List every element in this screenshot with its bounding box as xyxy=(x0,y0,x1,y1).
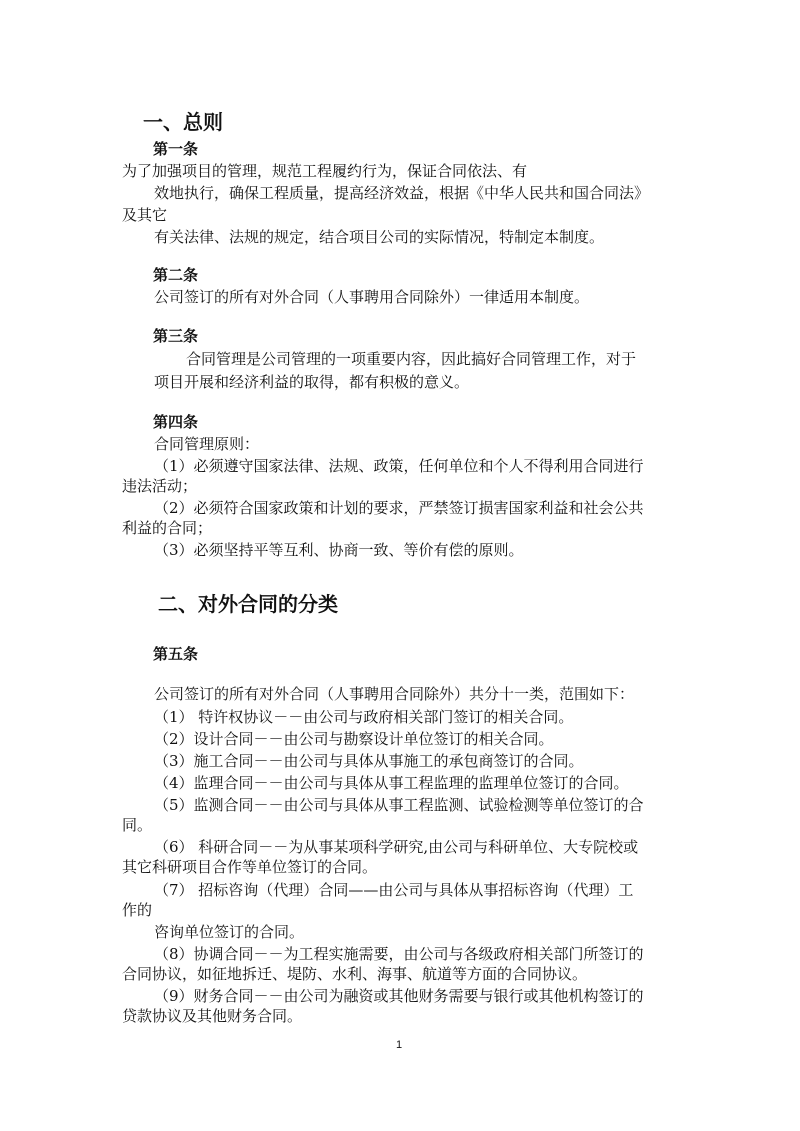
article-5-line: 其它科研项目合作等单位签订的合同。 xyxy=(122,858,378,876)
article-5-line: 同。 xyxy=(122,816,153,834)
article-1-title: 第一条 xyxy=(153,140,199,158)
article-2-line: 公司签订的所有对外合同（人事聘用合同除外）一律适用本制度。 xyxy=(154,288,590,306)
article-5-line: （8）协调合同－－为工程实施需要，由公司与各级政府相关部门所签订的 xyxy=(154,945,644,963)
article-5-line: （9）财务合同－－由公司为融资或其他财务需要与银行或其他机构签订的 xyxy=(154,987,644,1005)
article-2-title: 第二条 xyxy=(153,266,199,284)
article-5-line: 咨询单位签订的合同。 xyxy=(154,923,305,941)
page-number: 1 xyxy=(396,1039,403,1051)
article-4-line: （1）必须遵守国家法律、法规、政策，任何单位和个人不得利用合同进行 xyxy=(154,457,644,475)
article-5-line: （5）监测合同－－由公司与具体从事工程监测、试验检测等单位签订的合 xyxy=(154,796,644,814)
article-4-title: 第四条 xyxy=(153,413,199,431)
article-5-line: （1） 特许权协议－－由公司与政府相关部门签订的相关合同。 xyxy=(154,708,574,726)
article-1-line: 为了加强项目的管理，规范工程履约行为，保证合同依法、有 xyxy=(122,162,528,180)
article-5-title: 第五条 xyxy=(153,645,199,663)
article-4-line: （3）必须坚持平等互利、协商一致、等价有偿的原则。 xyxy=(154,541,524,559)
article-3-line: 项目开展和经济利益的取得，都有积极的意义。 xyxy=(154,373,470,391)
article-5-line: （7） 招标咨询（代理）合同——由公司与具体从事招标咨询（代理）工 xyxy=(154,881,634,899)
article-5-line: （2）设计合同－－由公司与勘察设计单位签订的相关合同。 xyxy=(154,730,554,748)
article-4-line: 合同管理原则： xyxy=(154,435,260,453)
article-5-line: 贷款协议及其他财务合同。 xyxy=(122,1007,303,1025)
article-5-line: （4）监理合同－－由公司与具体从事工程监理的监理单位签订的合同。 xyxy=(154,774,629,792)
article-5-line: 公司签订的所有对外合同（人事聘用合同除外）共分十一类，范围如下： xyxy=(154,685,635,703)
article-3-title: 第三条 xyxy=(153,327,199,345)
article-1-line: 效地执行，确保工程质量，提高经济效益，根据《中华人民共和国合同法》 xyxy=(154,184,650,202)
article-3-line: 合同管理是公司管理的一项重要内容，因此搞好合同管理工作，对于 xyxy=(186,350,637,368)
article-1-line: 及其它 xyxy=(122,206,168,224)
article-5-line: （3）施工合同－－由公司与具体从事施工的承包商签订的合同。 xyxy=(154,752,584,770)
section-title-classification: 二、对外合同的分类 xyxy=(158,592,338,616)
article-1-line: 有关法律、法规的规定，结合项目公司的实际情况，特制定本制度。 xyxy=(154,228,605,246)
article-4-line: 违法活动； xyxy=(122,477,198,495)
section-title-general: 一、总则 xyxy=(143,110,223,134)
article-5-line: （6） 科研合同－－为从事某项科学研究,由公司与科研单位、大专院校或 xyxy=(154,838,639,856)
article-5-line: 作的 xyxy=(122,901,153,919)
article-5-line: 合同协议，如征地拆迁、堤防、水利、海事、航道等方面的合同协议。 xyxy=(122,965,588,983)
article-4-line: 利益的合同； xyxy=(122,519,213,537)
article-4-line: （2）必须符合国家政策和计划的要求，严禁签订损害国家利益和社会公共 xyxy=(154,499,644,517)
